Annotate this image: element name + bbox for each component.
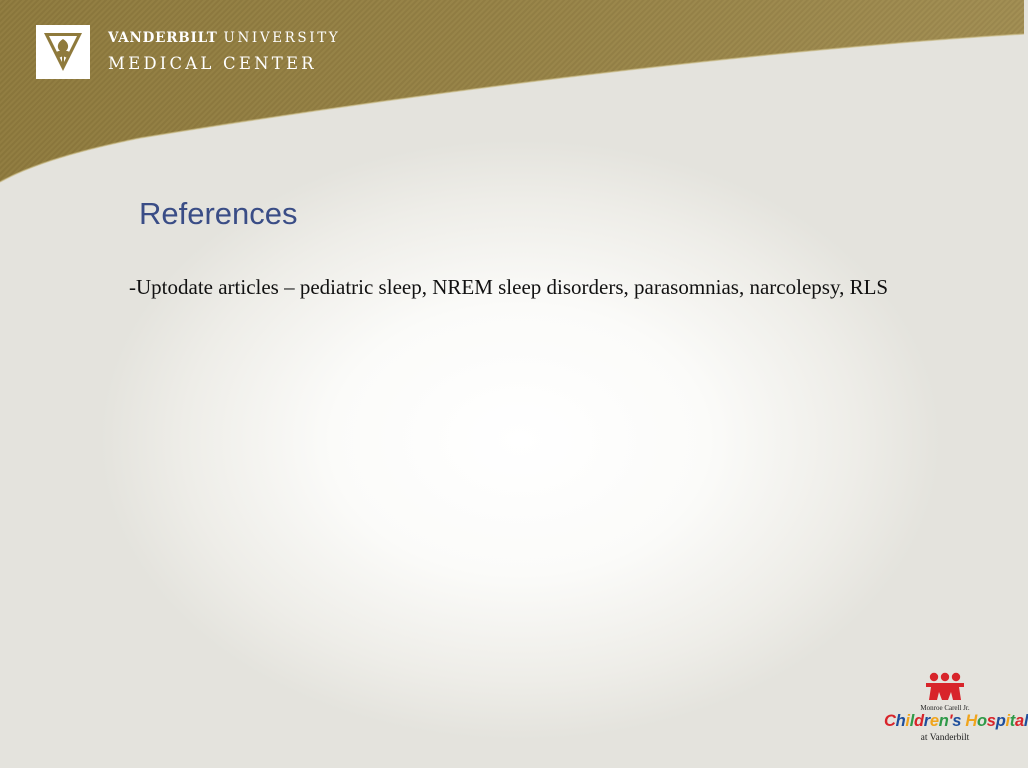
childrens-hospital-letter: C [884,712,896,730]
childrens-hospital-line1: Monroe Carell Jr. [920,704,970,712]
childrens-hospital-line2 [884,712,1028,731]
university-bold-text: VANDERBILT [108,30,218,46]
childrens-hospital-letter: i [1005,712,1010,730]
reference-list [129,272,909,303]
childrens-hospital-letter: r [923,712,930,730]
childrens-hospital-letter: p [995,712,1006,730]
university-wordmark [108,30,340,46]
slide-title: References [139,196,298,231]
childrens-hospital-line3: at Vanderbilt [920,733,970,743]
childrens-hospital-letter: ' [948,712,953,730]
childrens-hospital-letter: a [1014,712,1024,730]
reference-item: -Uptodate articles – pediatric sleep, NREM sleep disorders, parasomnias, narcolepsy, RLS [129,275,889,299]
childrens-hospital-letter: l [1023,712,1028,730]
childrens-hospital-letter: o [977,712,987,730]
medical-center-wordmark: MEDICAL CENTER [108,54,317,73]
childrens-hospital-letter: s [986,712,996,730]
childrens-hospital-paper-dolls-icon [924,672,966,702]
childrens-hospital-letter: t [1009,712,1015,730]
vanderbilt-oak-leaf-v-icon [36,25,90,79]
childrens-hospital-letter: n [938,712,949,730]
childrens-hospital-letter: d [914,712,924,730]
childrens-hospital-letter: s [952,712,962,730]
university-light-text: UNIVERSITY [223,30,341,46]
childrens-hospital-logo [884,672,1028,748]
childrens-hospital-letter: l [909,712,914,730]
childrens-hospital-letter: i [905,712,910,730]
childrens-hospital-letter: e [929,712,939,730]
childrens-hospital-letter: H [965,712,978,730]
childrens-hospital-letter: h [895,712,906,730]
